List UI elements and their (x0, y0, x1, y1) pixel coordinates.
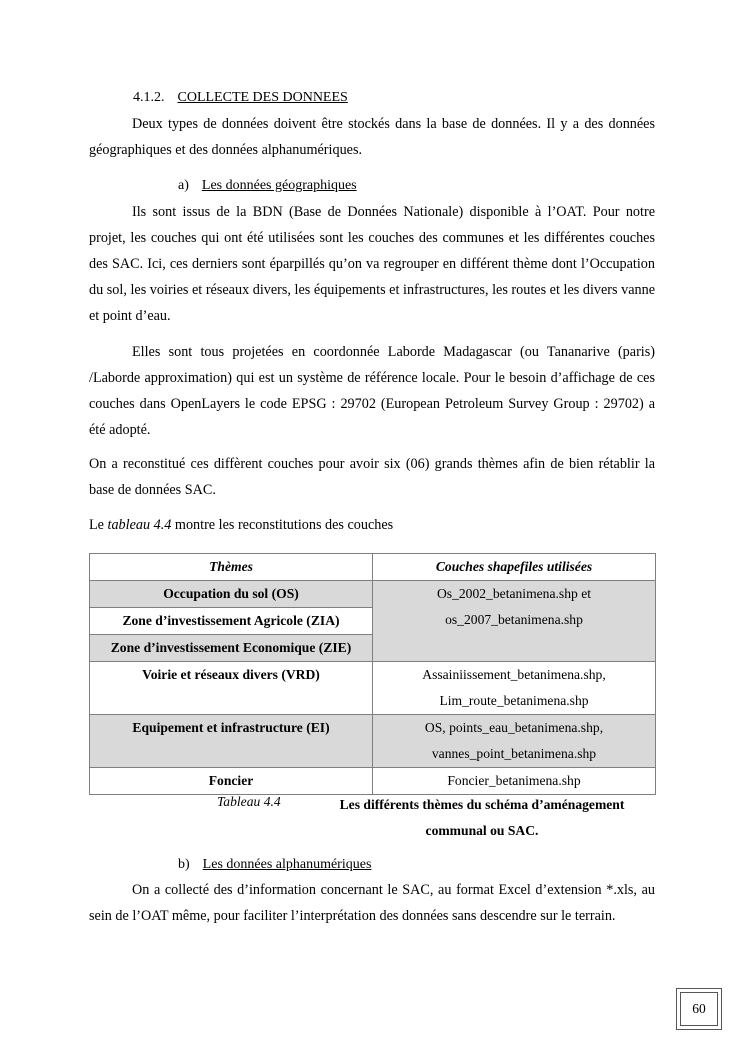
caption-text: Les différents thèmes du schéma d’aménagement communal ou SAC. (339, 797, 625, 838)
theme-ei: Equipement et infrastructure (EI) (90, 715, 373, 768)
table-header-row (90, 554, 656, 581)
layer-line: Lim_route_betanimena.shp (439, 693, 589, 708)
layers-os-zia-zie (373, 581, 656, 662)
table-row (90, 581, 656, 608)
theme-os: Occupation du sol (OS) (90, 581, 373, 608)
paragraph-alphanumeric: On a collecté des d’information concernant le SAC, au format Excel d’extension *.xls, au sein de l’OAT même, pour faciliter l’interprétation des données sans descendre sur le terrain. (89, 882, 655, 924)
table-row (90, 662, 656, 715)
layers-ei (373, 715, 656, 768)
subsection-a-title: Les données géographiques (201, 178, 357, 193)
section-heading (133, 88, 348, 108)
theme-zie: Zone d’investissement Economique (ZIE) (90, 635, 373, 662)
paragraph-themes: On a reconstitué ces diffèrent couches pour avoir six (06) grands thèmes afin de bien rétablir la base de données SAC. (89, 456, 655, 498)
theme-zia: Zone d’investissement Agricole (ZIA) (90, 608, 373, 635)
table-ref-suffix: montre les reconstitutions des couches (171, 517, 394, 533)
layer-line: Os_2002_betanimena.shp et (436, 586, 592, 601)
subsection-a-marker: a) (178, 178, 189, 193)
table-row (90, 768, 656, 795)
subsection-b-heading (178, 855, 371, 875)
paragraph-projection: Elles sont tous projetées en coordonnée Laborde Madagascar (ou Tananarive (paris) /Laborde approximation) qui est un système de référence locale. Pour le besoin d’affichage de ces couches dans OpenLayers le code EPSG : 29702 (European Petroleum Survey Group : 29702) a été adopté. (89, 344, 655, 438)
paragraph-bdn: Ils sont issus de la BDN (Base de Données Nationale) disponible à l’OAT. Pour notre projet, les couches qui ont été utilisées sont les couches des communes et les différentes couches des SAC. Ici, ces derniers sont éparpillés qu’on va regrouper en différent thème dont l’Occupation du sol, les voiries et réseaux divers, les équipements et infrastructures, les routes et les divers vanne et point d’eau. (89, 204, 655, 324)
subsection-b-marker: b) (178, 857, 190, 872)
layer-line: OS, points_eau_betanimena.shp, (424, 720, 604, 735)
layers-foncier: Foncier_betanimena.shp (373, 768, 656, 795)
table-ref-link: tableau 4.4 (107, 517, 172, 533)
theme-foncier: Foncier (90, 768, 373, 795)
layer-line: os_2007_betanimena.shp (445, 612, 583, 627)
layer-line: vannes_point_betanimena.shp (431, 746, 597, 761)
page-number-box (676, 988, 722, 1030)
layers-vrd (373, 662, 656, 715)
table-ref-prefix: Le (89, 517, 108, 533)
intro-paragraph: Deux types de données doivent être stockés dans la base de données. Il y a des données géographiques et des données alphanumériques. (89, 116, 655, 158)
section-title: COLLECTE DES DONNEES (177, 90, 348, 105)
layer-line: Assainiissement_betanimena.shp, (422, 667, 606, 682)
themes-table (89, 553, 656, 795)
page-number: 60 (680, 992, 718, 1026)
subsection-a-heading (178, 176, 357, 196)
theme-vrd: Voirie et réseaux divers (VRD) (90, 662, 373, 715)
subsection-b-title: Les données alphanumériques (202, 857, 372, 872)
section-number: 4.1.2. (133, 90, 165, 105)
table-reference (89, 512, 655, 538)
header-layers: Couches shapefiles utilisées (373, 554, 656, 581)
header-themes: Thèmes (90, 554, 373, 581)
caption-label: Tableau 4.4 (217, 794, 281, 809)
table-row (90, 715, 656, 768)
